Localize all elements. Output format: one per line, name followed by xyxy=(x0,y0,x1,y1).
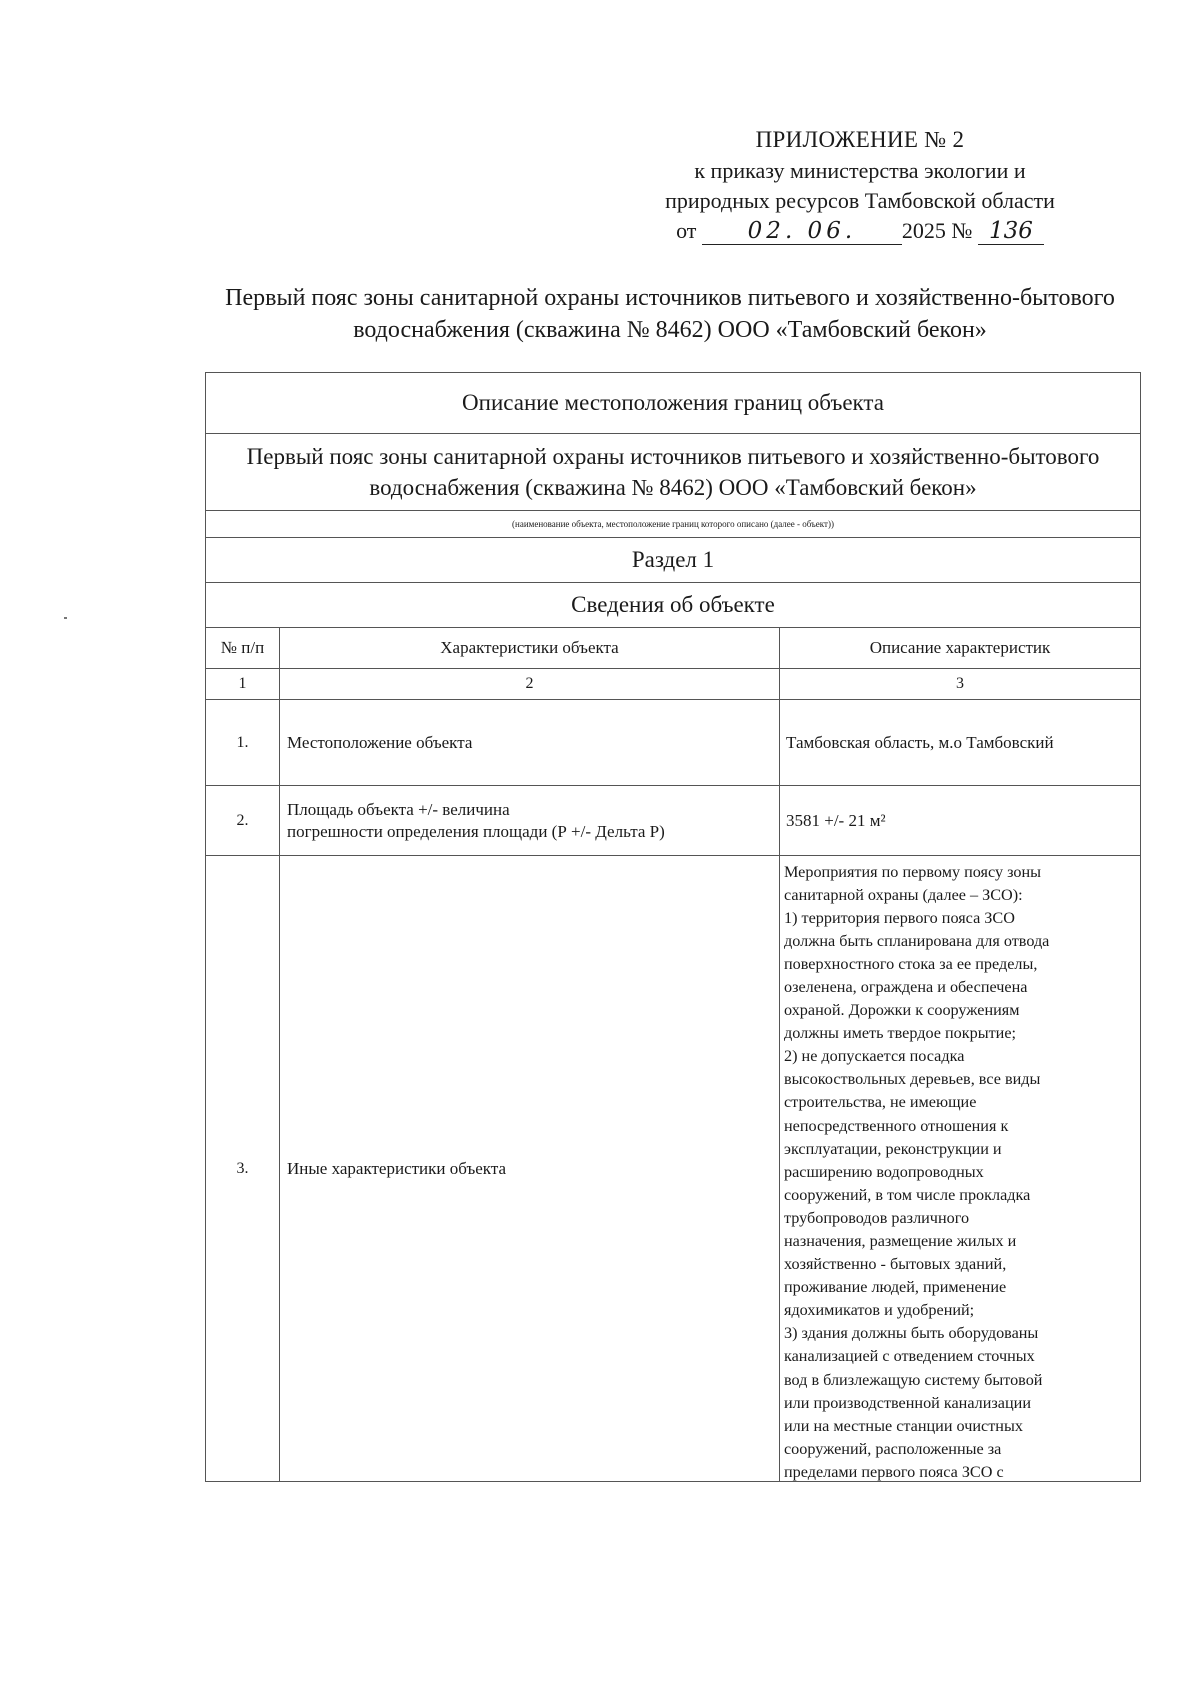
row-characteristic: Местоположение объекта xyxy=(280,700,780,786)
object-name-note: (наименование объекта, местоположение границ которого описано (далее - объект)) xyxy=(206,511,1141,538)
characteristic-line: Площадь объекта +/- величина xyxy=(287,799,510,819)
column-number-row xyxy=(206,669,1141,700)
boundary-description-table xyxy=(205,372,1141,1482)
date-prefix: от xyxy=(676,218,697,243)
scan-speck xyxy=(64,617,67,619)
appendix-line-2: природных ресурсов Тамбовской области xyxy=(665,188,1055,213)
section-label: Раздел 1 xyxy=(206,538,1141,583)
appendix-line-1: к приказу министерства экологии и xyxy=(694,158,1026,183)
appendix-date-line xyxy=(600,216,1120,246)
column-header: Характеристики объекта xyxy=(280,628,780,669)
column-header-row xyxy=(206,628,1141,669)
row-description: 3581 +/- 21 м² xyxy=(780,786,1141,856)
row-description: Тамбовская область, м.о Тамбовский xyxy=(780,700,1141,786)
row-number: 1. xyxy=(206,700,280,786)
column-number: 3 xyxy=(780,669,1141,700)
handwritten-date: 02. 06. xyxy=(702,218,902,245)
row-description xyxy=(780,856,1141,1482)
row-number: 2. xyxy=(206,786,280,856)
table-heading: Описание местоположения границ объекта xyxy=(206,373,1141,434)
measures-text: Мероприятия по первому поясу зоны санитарной охраны (далее – ЗСО): 1) территория первого пояса ЗСО должна быть спланирована для отвода поверхностного стока за ее пределы, озеленена, ограждена и обеспечена охраной. Дорожки к сооружениям должны иметь твердое покрытие; 2) не допускается посадка высокоствольных деревьев, все виды строительства, не имеющие непосредственного отношения к эксплуатации, реконструкции и расширению водопроводных сооружений, в том числе прокладка трубопроводов различного назначения, размещение жилых и хозяйственно - бытовых зданий, проживание людей, применение ядохимикатов и удобрений; 3) здания должны быть оборудованы канализацией с отведением сточных вод в близлежащую систему бытовой или производственной канализации или на местные станции очистных сооружений, расположенные за пределами первого пояса ЗСО с xyxy=(784,862,1050,1481)
appendix-header xyxy=(600,124,1120,246)
document-title: Первый пояс зоны санитарной охраны источников питьевого и хозяйственно-бытового водоснабжения (скважина № 8462) ООО «Тамбовский бекон» xyxy=(225,285,1115,343)
year-label: 2025 № xyxy=(901,218,973,243)
object-name: Первый пояс зоны санитарной охраны источников питьевого и хозяйственно-бытового водоснабжения (скважина № 8462) ООО «Тамбовский бекон» xyxy=(206,434,1141,511)
characteristic-line: погрешности определения площади (Р +/- Дельта Р) xyxy=(287,821,665,841)
table-row xyxy=(206,700,1141,786)
appendix-title: ПРИЛОЖЕНИЕ № 2 xyxy=(755,127,965,152)
section-title: Сведения об объекте xyxy=(206,583,1141,628)
column-number: 1 xyxy=(206,669,280,700)
table-row xyxy=(206,856,1141,1482)
row-number: 3. xyxy=(206,856,280,1482)
handwritten-order-number: 136 xyxy=(978,218,1044,245)
row-characteristic: Иные характеристики объекта xyxy=(280,856,780,1482)
row-characteristic xyxy=(280,786,780,856)
column-header: № п/п xyxy=(206,628,280,669)
table-row xyxy=(206,786,1141,856)
column-number: 2 xyxy=(280,669,780,700)
column-header: Описание характеристик xyxy=(780,628,1141,669)
